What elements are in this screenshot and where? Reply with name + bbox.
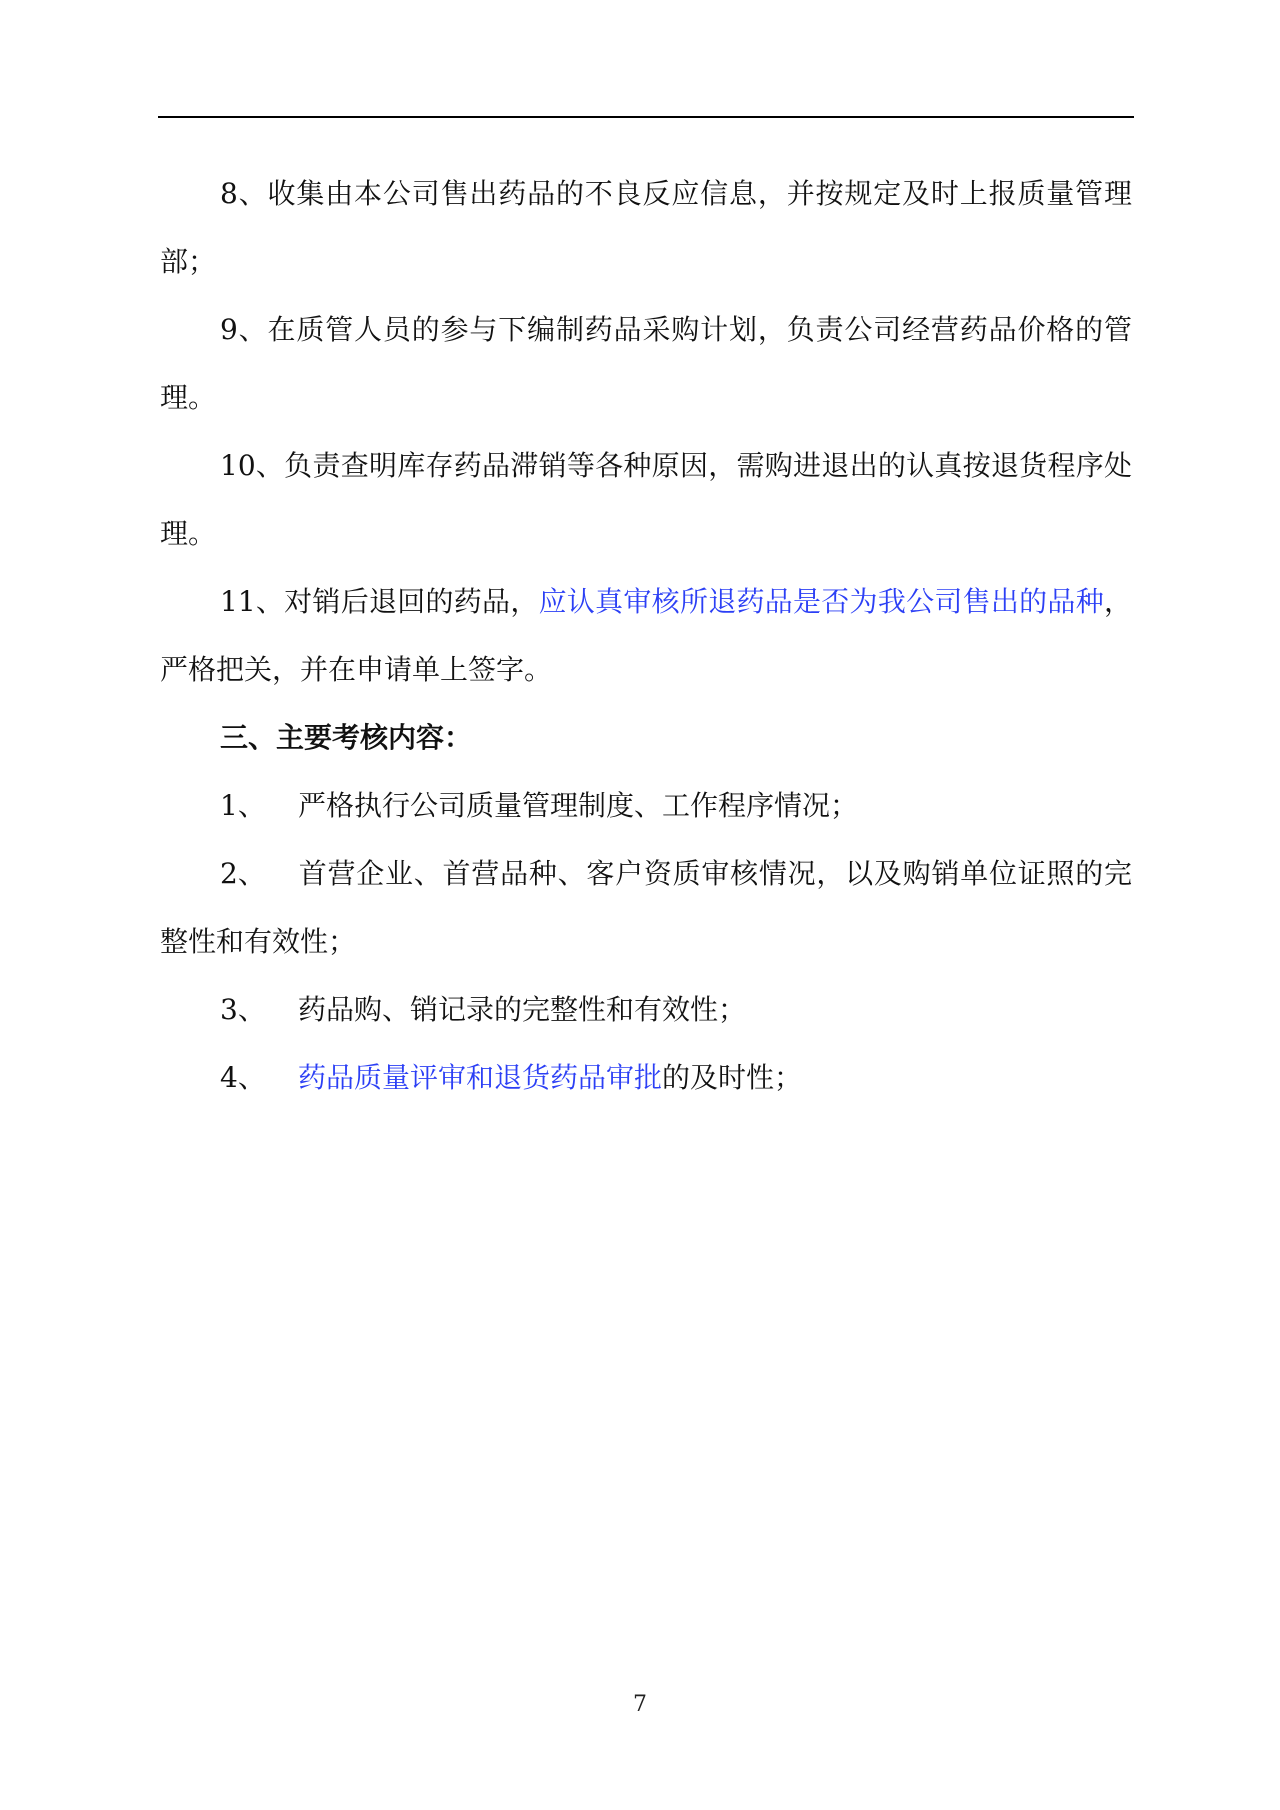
list-item-number: 4、 bbox=[220, 1061, 266, 1094]
list-item-text: 严格执行公司质量管理制度、工作程序情况； bbox=[298, 789, 859, 822]
list-item-text: 药品购、销记录的完整性和有效性； bbox=[298, 993, 747, 1026]
section-heading: 三、主要考核内容： bbox=[220, 721, 473, 754]
list-item-number: 1、 bbox=[220, 789, 266, 822]
document-body bbox=[160, 160, 1132, 1112]
list-item-number: 2、 bbox=[220, 857, 266, 890]
list-item-2 bbox=[160, 840, 1132, 976]
paragraph-9: 9、在质管人员的参与下编制药品采购计划，负责公司经营药品价格的管理。 bbox=[160, 313, 1132, 414]
list-item-number: 3、 bbox=[220, 993, 266, 1026]
page-number: 7 bbox=[633, 1692, 647, 1717]
paragraph-11-suffix: ，严格把关，并在申请单上签字。 bbox=[160, 585, 1132, 686]
list-item-3 bbox=[160, 976, 1132, 1044]
paragraph-10: 10、负责查明库存药品滞销等各种原因，需购进退出的认真按退货程序处理。 bbox=[160, 449, 1132, 550]
list-item-1 bbox=[160, 772, 1132, 840]
paragraph-11 bbox=[160, 568, 1132, 704]
list-item-text: 首营企业、首营品种、客户资质审核情况，以及购销单位证照的完整性和有效性； bbox=[160, 857, 1132, 958]
list-item-text: 的及时性； bbox=[662, 1061, 803, 1094]
list-item-highlight: 药品质量评审和退货药品审批 bbox=[298, 1061, 663, 1094]
header-rule bbox=[158, 116, 1134, 118]
paragraph-11-prefix: 11、对销后退回的药品， bbox=[220, 585, 539, 618]
list-item-4 bbox=[160, 1044, 1132, 1112]
paragraph-11-highlight: 应认真审核所退药品是否为我公司售出的品种 bbox=[538, 585, 1104, 618]
paragraph-8: 8、收集由本公司售出药品的不良反应信息，并按规定及时上报质量管理部； bbox=[160, 177, 1132, 278]
